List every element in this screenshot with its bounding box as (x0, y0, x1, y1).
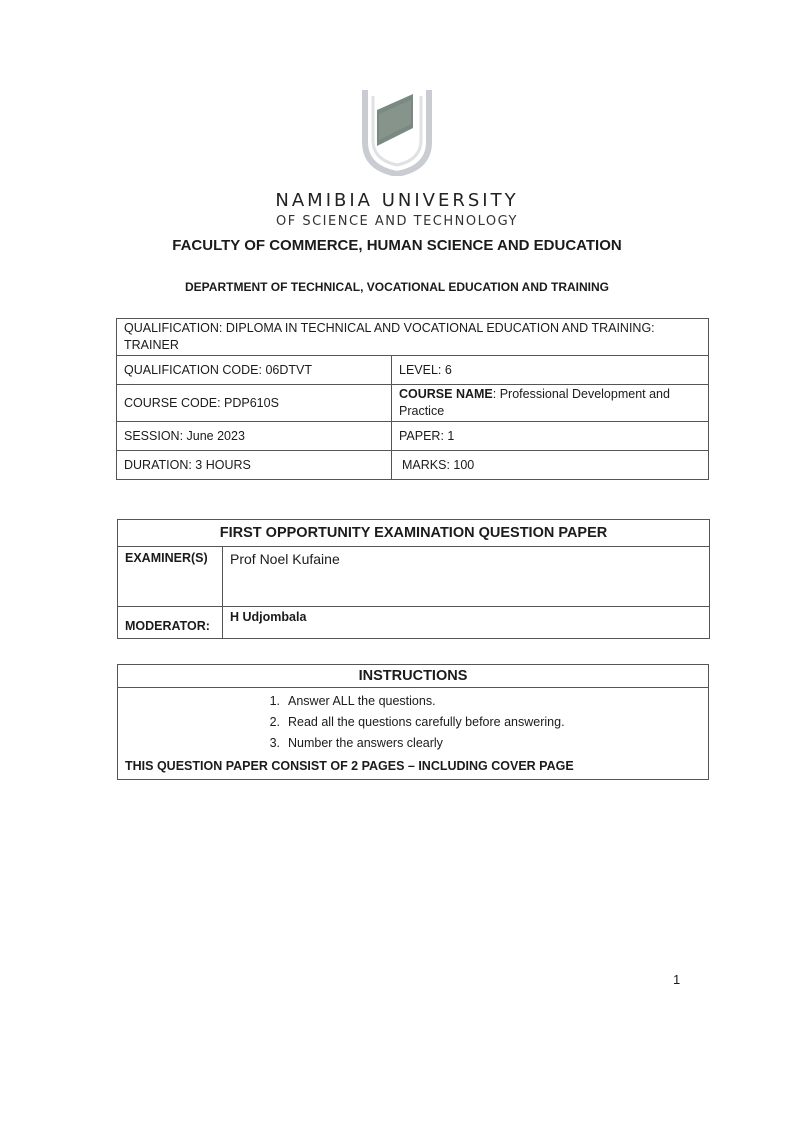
exam-title: FIRST OPPORTUNITY EXAMINATION QUESTION PAPER (118, 520, 710, 547)
examiner-value: Prof Noel Kufaine (223, 547, 710, 607)
course-info-table (116, 318, 709, 480)
marks-cell: MARKS: 100 (392, 451, 709, 480)
instructions-title: INSTRUCTIONS (118, 665, 709, 688)
university-logo (357, 84, 437, 176)
list-item: 2. Read all the questions carefully before answering. (269, 715, 565, 729)
course-name-cell (392, 385, 709, 422)
list-item: 3. Number the answers clearly (269, 736, 443, 750)
instructions-footer: THIS QUESTION PAPER CONSIST OF 2 PAGES – INCLUDING COVER PAGE (118, 754, 709, 780)
qualification-cell: QUALIFICATION: DIPLOMA IN TECHNICAL AND VOCATIONAL EDUCATION AND TRAINING: TRAINER (117, 319, 709, 356)
duration-cell: DURATION: 3 HOURS (117, 451, 392, 480)
moderator-value: H Udjombala (223, 607, 710, 639)
instructions-table (117, 664, 709, 780)
page-number: 1 (673, 972, 681, 987)
examiner-label: EXAMINER(S) (118, 547, 223, 607)
list-item: 1. Answer ALL the questions. (269, 694, 436, 708)
course-name-value: : Professional Development and Practice (399, 387, 670, 418)
faculty-title: FACULTY OF COMMERCE, HUMAN SCIENCE AND EDUCATION (172, 237, 622, 254)
qualification-code-cell: QUALIFICATION CODE: 06DTVT (117, 356, 392, 385)
course-code-cell (117, 385, 392, 422)
instructions-list (118, 688, 708, 754)
session-cell: SESSION: June 2023 (117, 422, 392, 451)
level-cell: LEVEL: 6 (392, 356, 709, 385)
university-name: NAMIBIA UNIVERSITY (275, 190, 519, 211)
course-code-value: PDP610S (220, 395, 279, 410)
department-title: DEPARTMENT OF TECHNICAL, VOCATIONAL EDUCATION AND TRAINING (185, 280, 609, 294)
course-name-label: COURSE NAME (399, 387, 493, 401)
moderator-label: MODERATOR: (118, 607, 223, 639)
instructions-list-cell (118, 688, 709, 755)
paper-cell: PAPER: 1 (392, 422, 709, 451)
university-subtitle: OF SCIENCE AND TECHNOLOGY (276, 214, 518, 229)
exam-table (117, 519, 710, 639)
course-code-label: COURSE CODE: (124, 395, 221, 410)
